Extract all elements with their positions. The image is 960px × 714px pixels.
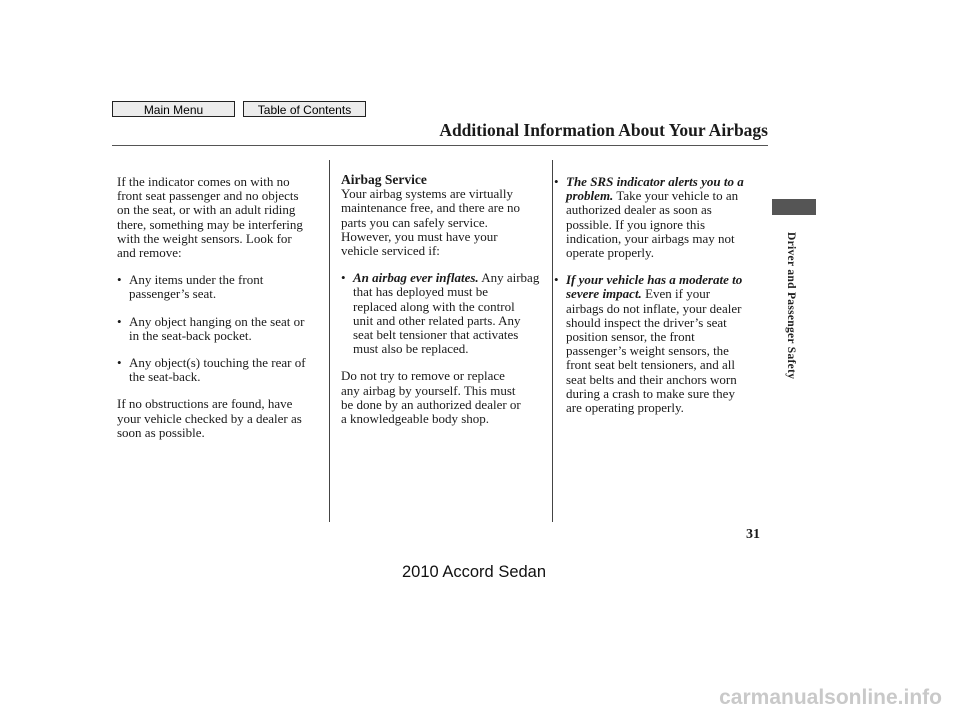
bullet-dot: • — [341, 270, 346, 286]
list-item — [117, 273, 325, 301]
page-number: 31 — [746, 527, 760, 542]
paragraph-intro: If the indicator comes on with no front seat passenger and no objects on the seat, or with an adult riding there, something may be interfering with the weight sensors. Look for and remove: — [117, 174, 303, 261]
bullet-dot: • — [117, 313, 122, 329]
bullet-dot: • — [554, 174, 559, 189]
column-weight-sensor — [117, 175, 325, 440]
header-rule — [112, 145, 768, 146]
table-of-contents-button[interactable]: Table of Contents — [243, 101, 366, 117]
paragraph-outro: Do not try to remove or replace any airbag by yourself. This must be done by an authorized dealer or a knowledgeable body shop. — [341, 368, 521, 427]
column-srs-notes — [554, 174, 766, 416]
list-item — [554, 273, 766, 415]
bullet-dot: • — [117, 355, 122, 371]
column-airbag-service — [341, 172, 549, 427]
paragraph-intro: Your airbag systems are virtually maintenance free, and there are no parts you can safely service. However, you must have your vehicle serviced if: — [341, 186, 521, 259]
bullet-text: Even if your airbags do not inflate, your dealer should inspect the driver’s seat position sensor, the front passenger’s weight sensors, the front seat belt tensioners, and all seat belts and their anchors worn during a crash to make sure they are operating properly. — [566, 286, 742, 416]
bullet-text: Any object hanging on the seat or in the seat-back pocket. — [129, 313, 305, 343]
footer-site-watermark: carmanualsonline.info — [719, 686, 942, 709]
list-item — [117, 315, 325, 343]
bullet-text: Any object(s) touching the rear of the seat-back. — [129, 355, 306, 385]
list-item — [341, 271, 549, 356]
bullet-text: Any items under the front passenger’s seat. — [129, 272, 264, 302]
column-divider — [552, 160, 553, 522]
bullet-lead: The SRS indicator alerts you to a problem. — [566, 174, 744, 204]
watermark-model: 2010 Accord Sedan — [402, 563, 547, 581]
page-title: Additional Information About Your Airbags — [439, 120, 768, 140]
bullet-dot: • — [554, 272, 559, 288]
list-item — [117, 356, 325, 384]
section-heading: Airbag Service — [341, 172, 427, 187]
paragraph-outro: If no obstructions are found, have your vehicle checked by a dealer as soon as possible. — [117, 396, 302, 440]
bullet-lead: If your vehicle has a moderate to severe impact. — [566, 272, 743, 302]
bullet-text: Any airbag that has deployed must be replaced along with the control unit and other related parts. Any seat belt tensioner that activates must also be replaced. — [353, 270, 540, 357]
section-tab-marker — [772, 199, 816, 215]
column-divider — [329, 160, 330, 522]
list-item — [554, 175, 766, 260]
bullet-dot: • — [117, 272, 122, 288]
bullet-text: Take your vehicle to an authorized dealer as soon as possible. If you ignore this indication, your airbags may not operate properly. — [566, 188, 739, 261]
main-menu-button[interactable]: Main Menu — [112, 101, 235, 117]
bullet-lead: An airbag ever inflates. — [353, 270, 479, 286]
section-side-label: Driver and Passenger Safety — [785, 232, 797, 380]
